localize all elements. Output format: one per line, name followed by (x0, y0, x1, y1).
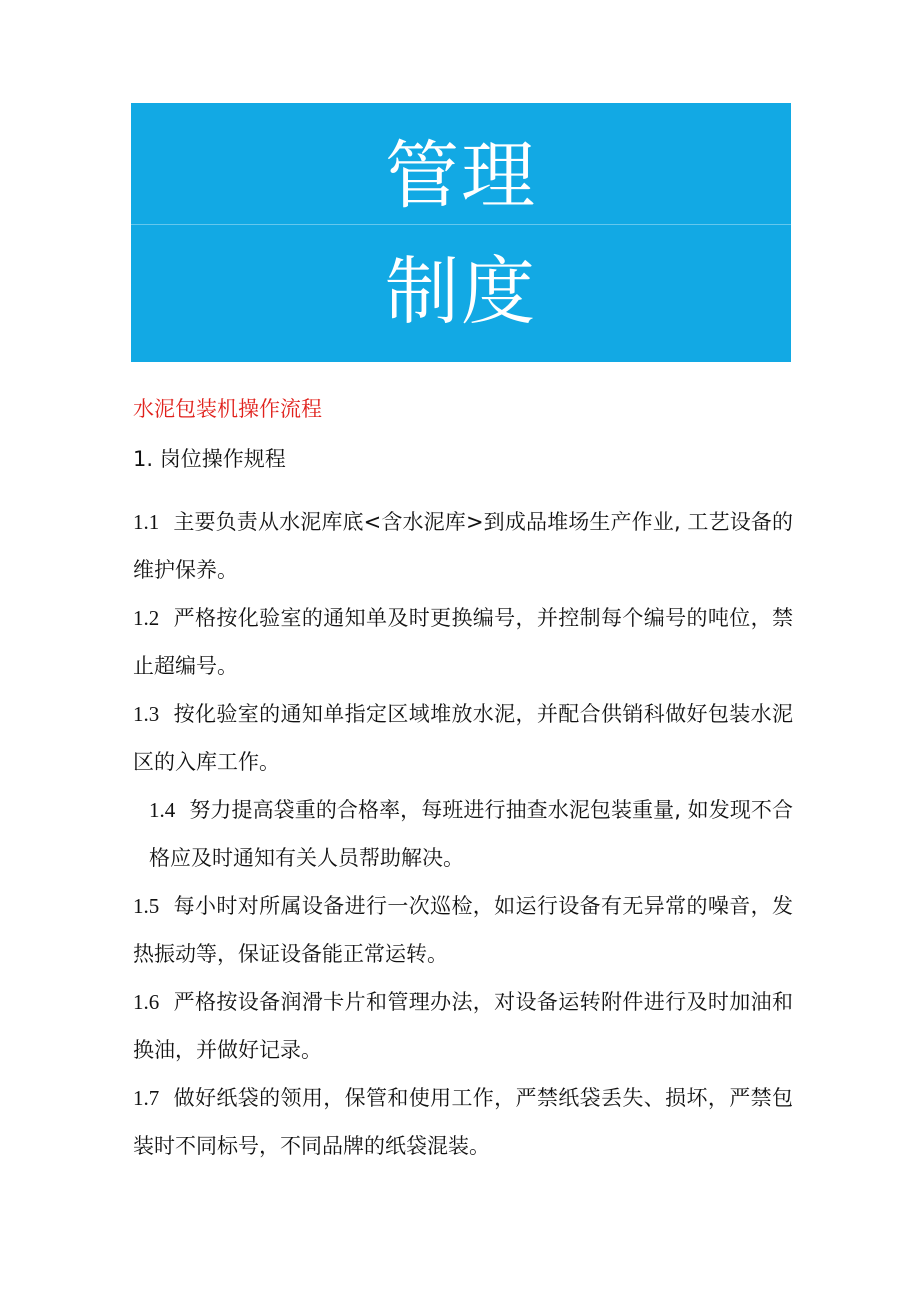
procedure-item (133, 594, 793, 690)
section-heading: 1. 岗位操作规程 (133, 447, 286, 471)
item-text: 每小时对所属设备进行一次巡检，如运行设备有无异常的噪音，发热振动等，保证设备能正常运转。 (133, 894, 793, 966)
procedure-item (133, 690, 793, 786)
item-text: 主要负责从水泥库底<含水泥库>到成品堆场生产作业, 工艺设备的维护保养。 (133, 510, 793, 582)
item-number: 1.1 (133, 510, 160, 534)
item-text: 努力提高袋重的合格率，每班进行抽查水泥包装重量, 如发现不合格应及时通知有关人员帮助解决。 (149, 798, 793, 870)
item-number: 1.2 (133, 606, 160, 630)
item-number: 1.5 (133, 894, 160, 918)
item-text: 严格按设备润滑卡片和管理办法，对设备运转附件进行及时加油和换油，并做好记录。 (133, 990, 793, 1062)
item-number: 1.4 (149, 798, 176, 822)
item-text: 做好纸袋的领用，保管和使用工作，严禁纸袋丢失、损坏，严禁包装时不同标号，不同品牌的纸袋混装。 (133, 1086, 793, 1158)
procedure-item (133, 1074, 793, 1170)
document-title: 水泥包装机操作流程 (133, 397, 322, 421)
banner-title-line-1: 管理 (385, 133, 537, 219)
item-text: 严格按化验室的通知单及时更换编号，并控制每个编号的吨位，禁止超编号。 (133, 606, 793, 678)
procedure-item (133, 498, 793, 594)
item-number: 1.3 (133, 702, 160, 726)
banner-divider (131, 224, 791, 225)
procedure-item (133, 882, 793, 978)
procedure-list (133, 498, 793, 1170)
banner-title-line-2: 制度 (385, 249, 537, 335)
item-number: 1.6 (133, 990, 160, 1014)
item-number: 1.7 (133, 1086, 160, 1110)
procedure-item (133, 786, 793, 882)
procedure-item (133, 978, 793, 1074)
item-text: 按化验室的通知单指定区域堆放水泥，并配合供销科做好包装水泥区的入库工作。 (133, 702, 793, 774)
title-banner (131, 103, 791, 362)
